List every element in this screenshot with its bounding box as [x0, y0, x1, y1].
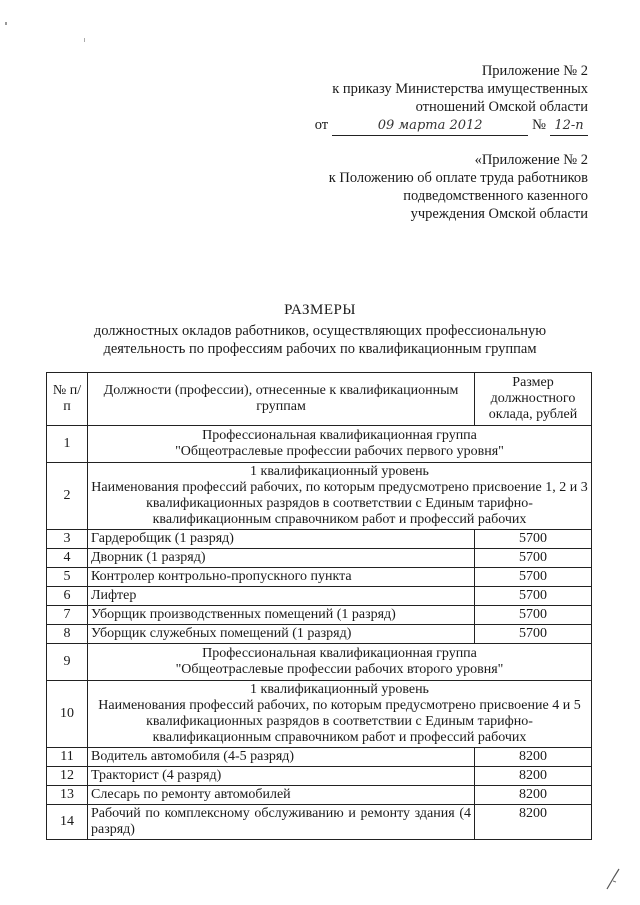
- row-position: Дворник (1 разряд): [88, 549, 475, 568]
- document-subtitle: [40, 322, 600, 358]
- date-prefix: от: [314, 117, 329, 133]
- row-salary: 5700: [475, 568, 592, 587]
- row-num: 14: [47, 805, 88, 840]
- row-position: Слесарь по ремонту автомобилей: [88, 786, 475, 805]
- appendix-regulation-block: [329, 151, 588, 223]
- appendix-regulation-line2: к Положению об оплате труда работников: [328, 170, 588, 186]
- appendix-order-line2: к приказу Министерства имущественных: [332, 81, 588, 97]
- row-num: 11: [47, 748, 88, 767]
- table-row: [47, 748, 592, 767]
- header-salary: Размер должностного оклада, рублей: [475, 373, 592, 426]
- appendix-regulation-line1: «Приложение № 2: [474, 152, 588, 168]
- row-salary: 5700: [475, 587, 592, 606]
- row-position: Уборщик служебных помещений (1 разряд): [88, 625, 475, 644]
- row-position: Рабочий по комплексному обслуживанию и ремонту здания (4 разряд): [88, 805, 475, 840]
- group-row: [47, 426, 592, 463]
- header-num: № п/п: [47, 373, 88, 426]
- table-row: [47, 530, 592, 549]
- level-description: Наименования профессий рабочих, по которым предусмотрено присвоение 4 и 5 квалификационных разрядов в соответствии с Единым тарифно-квалификационным справочником работ и профессий рабочих: [98, 698, 581, 745]
- level-row: [47, 463, 592, 530]
- scan-speck: [84, 38, 85, 42]
- row-num: 5: [47, 568, 88, 587]
- appendix-order-line1: Приложение № 2: [481, 63, 588, 79]
- group-title: Профессиональная квалификационная группа: [202, 646, 477, 661]
- table-row: [47, 625, 592, 644]
- group-title: Профессиональная квалификационная группа: [202, 428, 477, 443]
- row-salary: 8200: [475, 748, 592, 767]
- row-salary: 8200: [475, 805, 592, 840]
- number-prefix: №: [532, 117, 546, 133]
- level-cell: [88, 463, 592, 530]
- row-num: 1: [47, 426, 88, 463]
- table-row: [47, 786, 592, 805]
- level-row: [47, 681, 592, 748]
- group-cell: [88, 644, 592, 681]
- row-num: 6: [47, 587, 88, 606]
- table-row: [47, 587, 592, 606]
- row-salary: 5700: [475, 549, 592, 568]
- handwritten-date: 09 марта 2012: [332, 117, 528, 136]
- table-row: [47, 549, 592, 568]
- row-position: Лифтер: [88, 587, 475, 606]
- row-salary: 8200: [475, 767, 592, 786]
- appendix-regulation-line4: учреждения Омской области: [410, 206, 588, 222]
- appendix-order-line3: отношений Омской области: [415, 99, 588, 115]
- row-num: 2: [47, 463, 88, 530]
- header-position: Должности (профессии), отнесенные к квалификационным группам: [88, 373, 475, 426]
- row-num: 9: [47, 644, 88, 681]
- salary-table: [46, 372, 592, 840]
- appendix-regulation-line3: подведомственного казенного: [403, 188, 588, 204]
- appendix-order-block: [315, 62, 588, 136]
- row-salary: 5700: [475, 530, 592, 549]
- pen-mark-icon: [604, 867, 622, 891]
- table-header-row: [47, 373, 592, 426]
- subtitle-line1: должностных окладов работников, осуществляющих профессиональную: [93, 323, 547, 339]
- order-date-line: [315, 116, 588, 136]
- row-position: Водитель автомобиля (4-5 разряд): [88, 748, 475, 767]
- table-row: [47, 767, 592, 786]
- row-num: 7: [47, 606, 88, 625]
- row-position: Уборщик производственных помещений (1 разряд): [88, 606, 475, 625]
- row-num: 4: [47, 549, 88, 568]
- row-position: Гардеробщик (1 разряд): [88, 530, 475, 549]
- group-row: [47, 644, 592, 681]
- row-num: 10: [47, 681, 88, 748]
- table-row: [47, 568, 592, 587]
- handwritten-number: 12-п: [550, 117, 588, 136]
- row-num: 13: [47, 786, 88, 805]
- row-salary: 8200: [475, 786, 592, 805]
- group-name: "Общеотраслевые профессии рабочих второго уровня": [175, 662, 504, 677]
- row-num: 3: [47, 530, 88, 549]
- level-cell: [88, 681, 592, 748]
- table-row: [47, 805, 592, 840]
- group-cell: [88, 426, 592, 463]
- row-salary: 5700: [475, 606, 592, 625]
- row-position: Контролер контрольно-пропускного пункта: [88, 568, 475, 587]
- scan-speck: [5, 22, 7, 25]
- level-title: 1 квалификационный уровень: [250, 464, 429, 479]
- row-position: Тракторист (4 разряд): [88, 767, 475, 786]
- level-description: Наименования профессий рабочих, по которым предусмотрено присвоение 1, 2 и 3 квалификационных разрядов в соответствии с Единым тарифно-квалификационным справочником работ и профессий рабочих: [91, 480, 588, 527]
- table-row: [47, 606, 592, 625]
- level-title: 1 квалификационный уровень: [250, 682, 429, 697]
- row-num: 8: [47, 625, 88, 644]
- subtitle-line2: деятельность по профессиям рабочих по квалификационным группам: [103, 341, 537, 357]
- row-num: 12: [47, 767, 88, 786]
- group-name: "Общеотраслевые профессии рабочих первого уровня": [175, 444, 504, 459]
- document-title: РАЗМЕРЫ: [284, 302, 356, 318]
- row-salary: 5700: [475, 625, 592, 644]
